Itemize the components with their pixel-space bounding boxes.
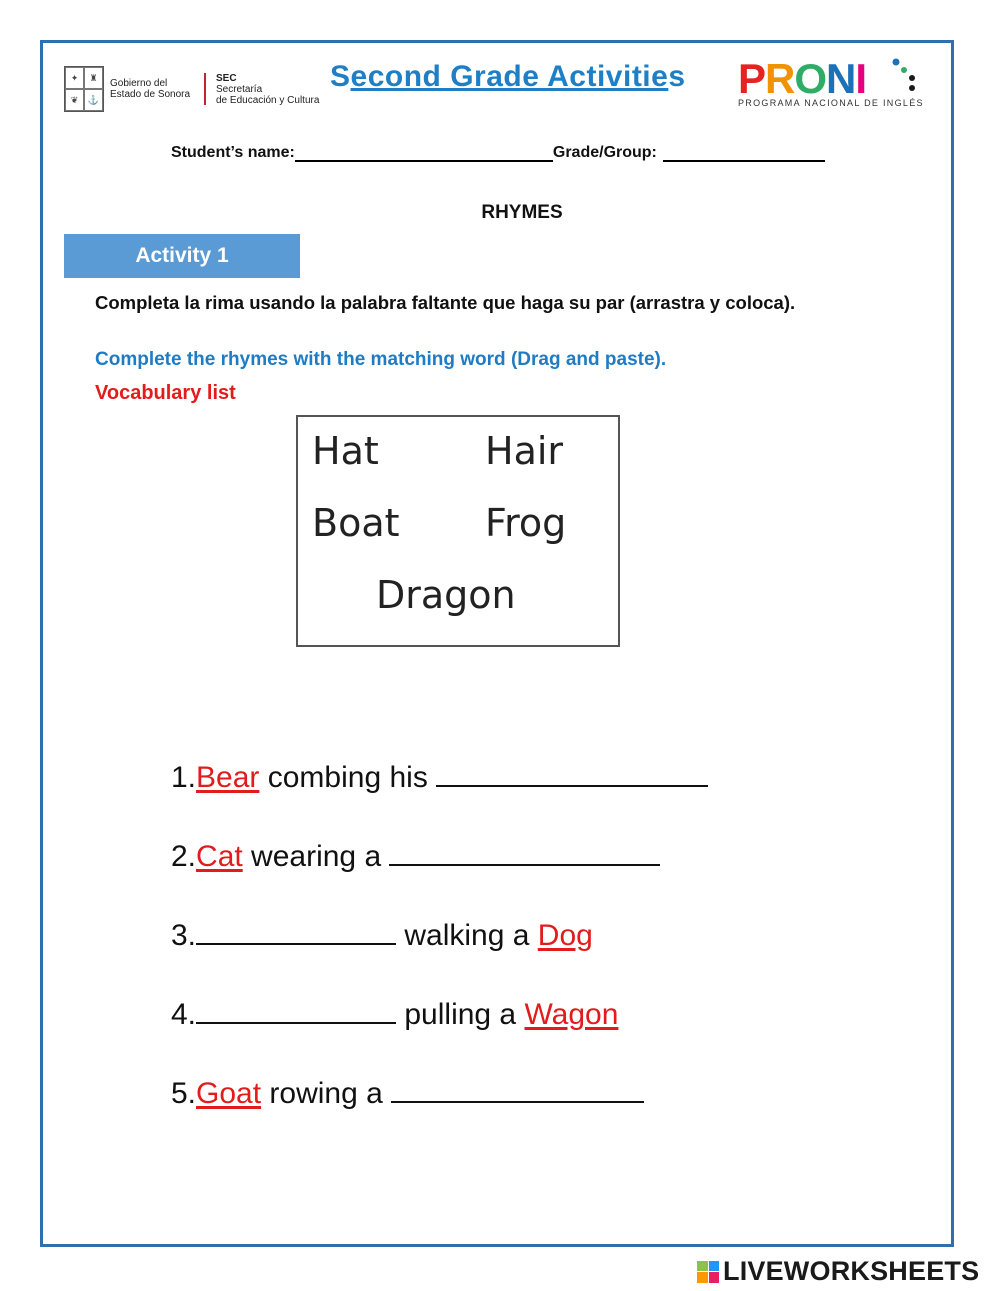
instruction-spanish: Completa la rima usando la palabra faltante que haga su par (arrastra y coloca).: [95, 292, 796, 313]
rhyme-answer-field[interactable]: [391, 1073, 644, 1103]
proni-letter-p: P: [738, 55, 766, 102]
rhyme-answer-field[interactable]: [389, 836, 660, 866]
rhyme-text: rowing a: [261, 1077, 392, 1110]
rhyme-text: wearing a: [242, 840, 390, 873]
rhyme-answer-field[interactable]: [196, 915, 396, 945]
student-name-field[interactable]: [295, 146, 553, 162]
grade-group-field[interactable]: [663, 146, 825, 162]
rhyme-5: [171, 1073, 644, 1111]
rhyme-number: 2.: [171, 840, 197, 873]
sec-name: SEC Secretaría de Educación y Cultura: [216, 72, 320, 106]
proni-letter-o: O: [794, 55, 827, 102]
rhyme-word: Goat: [196, 1077, 262, 1110]
rhyme-word: Cat: [196, 840, 243, 873]
vocab-word-frog[interactable]: Frog: [485, 501, 567, 545]
sonora-shield-icon: ✦ ♜ ❦ ⚓: [64, 66, 104, 112]
grade-group-label: Grade/Group:: [552, 144, 657, 161]
rhyme-text: combing his: [259, 761, 437, 794]
rhyme-number: 4.: [171, 998, 197, 1031]
rhyme-word: Wagon: [524, 998, 619, 1031]
proni-subtitle: PROGRAMA NACIONAL DE INGLÉS: [738, 98, 924, 108]
vocabulary-box: [296, 415, 620, 647]
rhyme-number: 1.: [171, 761, 197, 794]
rhyme-1: [171, 757, 708, 795]
vocabulary-label: Vocabulary list: [95, 382, 236, 404]
page-title: Second Grade Activities: [330, 60, 686, 93]
liveworksheets-icon: [697, 1261, 719, 1283]
vocab-word-hat[interactable]: Hat: [312, 429, 379, 473]
rhyme-text: pulling a: [396, 998, 525, 1031]
liveworksheets-brand: [697, 1256, 979, 1287]
section-title: RHYMES: [481, 202, 563, 223]
proni-letter-i: I: [855, 55, 867, 102]
proni-logo: [738, 55, 938, 118]
vocab-word-hair[interactable]: Hair: [485, 429, 564, 473]
rhyme-answer-field[interactable]: [436, 757, 708, 787]
rhyme-4: [171, 994, 618, 1032]
sec-divider: [204, 73, 206, 105]
rhyme-text: walking a: [396, 919, 538, 952]
proni-letter-r: R: [765, 55, 795, 102]
rhyme-number: 5.: [171, 1077, 197, 1110]
rhyme-word: Bear: [196, 761, 260, 794]
government-name: Gobierno del Estado de Sonora: [110, 78, 191, 100]
vocab-word-dragon[interactable]: Dragon: [376, 573, 516, 617]
student-info-line: [171, 144, 825, 162]
student-name-label: Student’s name:: [171, 144, 295, 161]
government-logo: [64, 66, 319, 112]
rhyme-answer-field[interactable]: [196, 994, 396, 1024]
liveworksheets-label: LIVEWORKSHEETS: [723, 1256, 980, 1286]
rhyme-number: 3.: [171, 919, 197, 952]
rhyme-word: Dog: [537, 919, 593, 952]
rhyme-2: [171, 836, 660, 874]
activity-tab: Activity 1: [64, 234, 300, 278]
rhyme-3: [171, 915, 593, 953]
proni-letter-n: N: [826, 55, 856, 102]
instruction-english: Complete the rhymes with the matching word (Drag and paste).: [95, 349, 667, 370]
vocab-word-boat[interactable]: Boat: [312, 501, 400, 545]
proni-dots-icon: [890, 56, 930, 96]
